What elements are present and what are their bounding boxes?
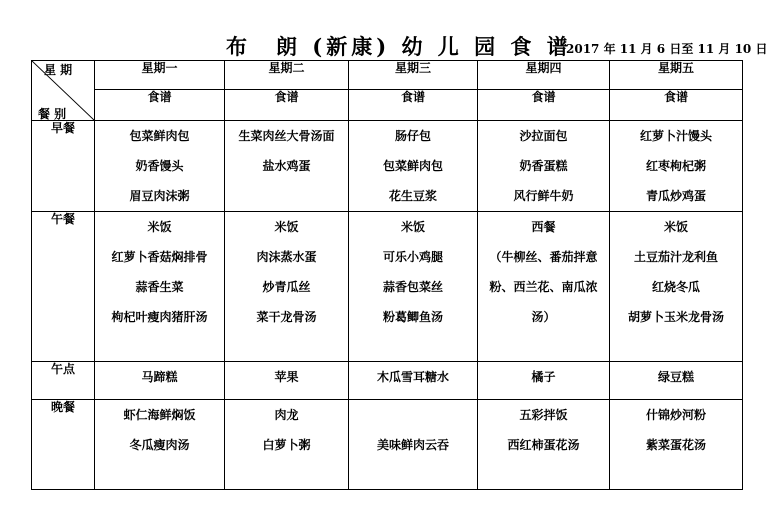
recipe-label: 食谱 [610,90,743,121]
dish: 米饭 [663,220,688,234]
menu-cell [478,121,610,212]
day-header: 星期三 [349,61,478,90]
dish: 什锦炒河粉 [645,408,706,422]
header-row-recipe [32,90,743,121]
recipe-label: 食谱 [95,90,225,121]
menu-table [31,60,743,490]
dish: 五彩拌饭 [519,408,568,422]
dish: 胡萝卜玉米龙骨汤 [627,310,724,324]
dish: 白萝卜粥 [262,438,311,452]
menu-cell [610,212,743,362]
menu-cell [349,362,478,400]
date-range: 2017 年 11 月 6 日至 11 月 10 日 [566,42,768,56]
dish: 米饭 [147,220,172,234]
dish: 紫菜蛋花汤 [645,438,706,452]
dish: 红枣枸杞粥 [645,159,706,173]
dish: 眉豆肉沫粥 [129,189,190,203]
dish: 枸杞叶瘦肉猪肝汤 [111,310,208,324]
menu-cell [225,212,349,362]
menu-cell [478,362,610,400]
dish: 红萝卜汁馒头 [639,129,712,143]
day-header: 星期一 [95,61,225,90]
corner-label-weekday: 星 期 [44,63,73,77]
meal-row-breakfast [32,121,743,212]
dish [349,400,477,430]
dish: 可乐小鸡腿 [382,250,443,264]
menu-cell [610,400,743,490]
recipe-label: 食谱 [349,90,478,121]
meal-label: 晚餐 [32,400,95,490]
dish: 土豆茄汁龙利鱼 [633,250,718,264]
dish: 米饭 [274,220,299,234]
menu-cell [95,400,225,490]
dish: 绿豆糕 [657,370,694,384]
dish: 汤） [531,310,556,324]
dish: 肉沫蒸水蛋 [256,250,317,264]
dish: 生菜肉丝大骨汤面 [238,129,335,143]
dish: 苹果 [274,370,299,384]
menu-cell [225,121,349,212]
dish: 木瓜雪耳糖水 [376,370,449,384]
dish: 米饭 [400,220,425,234]
dish: 冬瓜瘦肉汤 [129,438,190,452]
dish: 肠仔包 [394,129,431,143]
dish: 包菜鲜肉包 [129,129,190,143]
menu-cell [225,362,349,400]
dish: 西红柿蛋花汤 [507,438,580,452]
dish: 炒青瓜丝 [262,280,311,294]
day-header: 星期五 [610,61,743,90]
dish: 美味鲜肉云吞 [376,438,449,452]
meal-label: 早餐 [32,121,95,212]
dish: 盐水鸡蛋 [262,159,311,173]
day-header: 星期四 [478,61,610,90]
dish: 西餐 [531,220,556,234]
menu-cell [610,121,743,212]
menu-cell [478,400,610,490]
menu-cell [95,212,225,362]
dish: 马蹄糕 [141,370,178,384]
dish: 包菜鲜肉包 [382,159,443,173]
meal-label: 午餐 [32,212,95,362]
dish: 橘子 [531,370,556,384]
dish: 肉龙 [274,408,299,422]
meal-label: 午点 [32,362,95,400]
dish: 奶香蛋糕 [519,159,568,173]
dish: 蒜香包菜丝 [382,280,443,294]
dish: （牛柳丝、番茄拌意 [489,250,598,264]
meal-row-dinner [32,400,743,490]
dish: 虾仁海鲜焖饭 [123,408,196,422]
dish: 粉、西兰花、南瓜浓 [489,280,598,294]
dish: 粉葛鲫鱼汤 [382,310,443,324]
dish: 青瓜炒鸡蛋 [645,189,706,203]
menu-cell [349,212,478,362]
menu-cell [95,121,225,212]
page-title: 布 朗 (新康) 幼 儿 园 食 谱 [226,34,572,59]
dish: 沙拉面包 [519,129,568,143]
menu-cell [349,121,478,212]
recipe-label: 食谱 [225,90,349,121]
dish: 红萝卜香菇焖排骨 [111,250,208,264]
recipe-label: 食谱 [478,90,610,121]
dish: 奶香馒头 [135,159,184,173]
corner-label-meal: 餐 别 [38,107,67,121]
corner-cell [32,61,95,121]
dish: 花生豆浆 [388,189,437,203]
menu-cell [610,362,743,400]
dish: 风行鲜牛奶 [513,189,574,203]
menu-cell [225,400,349,490]
menu-cell [478,212,610,362]
dish: 红烧冬瓜 [651,280,700,294]
header-row-days [32,61,743,90]
meal-row-snack [32,362,743,400]
menu-cell [95,362,225,400]
day-header: 星期二 [225,61,349,90]
meal-row-lunch [32,212,743,362]
menu-cell [349,400,478,490]
dish: 蒜香生菜 [135,280,184,294]
dish: 菜干龙骨汤 [256,310,317,324]
